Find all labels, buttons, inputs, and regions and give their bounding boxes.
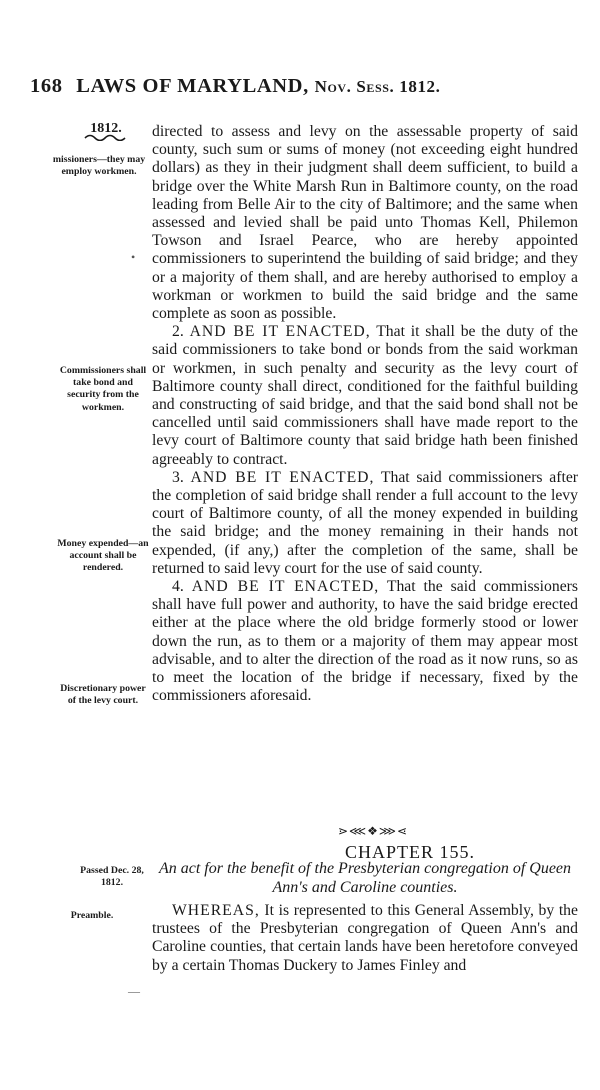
paragraph-1: directed to assess and levy on the assessable property of said county, such sum or sums of money (not exceeding eight hundred dollars) as they in their judgment shall deem sufficient, to build a bridge over the White Marsh Run in Baltimore county, on the road leading from Belle Air to the city of Baltimore; and the same when assessed and levied shall be paid unto Thomas Kell, Philemon Towson and Israel Pearce, who are hereby appointed commissioners to superintend the building of said bridge; and they or a majority of them shall, and are hereby authorised to employ a workman or workmen to build the said bridge and the same complete as soon as possible. [152, 123, 578, 323]
section-divider-ornament: ⋗⋘❖⋙⋖ [338, 824, 409, 838]
section-2-number: 2. [172, 323, 184, 341]
margin-note-account: Money expended—an account shall be rendered. [57, 538, 149, 574]
page-number: 168 [30, 75, 63, 97]
section-4-number: 4. [172, 578, 184, 596]
page-header [30, 75, 550, 98]
section-4-text: That the said commissioners shall have full power and authority, to have the said bridge erected either at the place where the old bridge formerly stood or lower down the run, as to them or a majority of them may appear most advisable, and to alter the direction of the road as it now runs, so as to meet the location of the bridge if necessary, fixed by the commissioners aforesaid. [152, 578, 578, 705]
section-3-text: That said commissioners after the completion of said bridge shall render a full account to the levy court of Baltimore county, of all the money expended in building the said bridge; and the money remaining in their hands not expended, (if any,) after the completion of the same, shall be returned to said levy court for the use of said county. [152, 468, 579, 577]
section-3-number: 3. [172, 468, 184, 486]
section-4 [152, 578, 578, 705]
margin-year-label: 1812. [90, 121, 122, 136]
section-2 [152, 323, 578, 469]
margin-year [76, 123, 136, 141]
section-4-heading: AND BE IT ENACTED, [191, 578, 380, 596]
main-text [152, 123, 578, 706]
section-3-heading: AND BE IT ENACTED, [190, 468, 375, 486]
preamble-body: It is represented to this General Assembly, by the trustees of the Presbyterian congregation of Queen Ann's and Caroline counties, that certain lands have been heretofore conveyed by a certain Thomas Duckery to James Finley and [152, 902, 578, 974]
session-label: Nov. Sess. 1812. [314, 77, 441, 96]
act-title: An act for the benefit of the Presbyterian congregation of Queen Ann's and Caroline counties. [158, 860, 572, 896]
margin-note-passed: Passed Dec. 28, 1812. [80, 865, 144, 889]
section-2-heading: AND BE IT ENACTED, [189, 323, 371, 341]
section-3 [152, 469, 578, 578]
chapter-title: CHAPTER 155. [344, 842, 475, 862]
margin-note-employ: missioners—they may employ workmen. [52, 154, 146, 178]
section-2-text: That it shall be the duty of the said commissioners to take bond or bonds from the said workman or workmen, in such penalty and security as the levy court of Baltimore county shall direct, conditioned for the faithful building and constructing of said bridge, and that the said bond shall not be cancelled until said commissioners shall have made report to the levy court of Baltimore county that said bridge hath been finished agreeably to contract. [152, 323, 579, 468]
margin-note-bond: Commissioners shall take bond and security from the workmen. [59, 365, 147, 413]
preamble-text [152, 902, 578, 975]
preamble-paragraph [152, 902, 578, 975]
dash-mark: — [128, 984, 140, 998]
bullet-mark: • [131, 250, 136, 264]
margin-note-levy-court: Discretionary power of the levy court. [60, 683, 146, 707]
running-title: LAWS OF MARYLAND, [76, 75, 309, 97]
margin-note-preamble: Preamble. [70, 910, 114, 921]
preamble-heading: WHEREAS, [172, 902, 260, 919]
